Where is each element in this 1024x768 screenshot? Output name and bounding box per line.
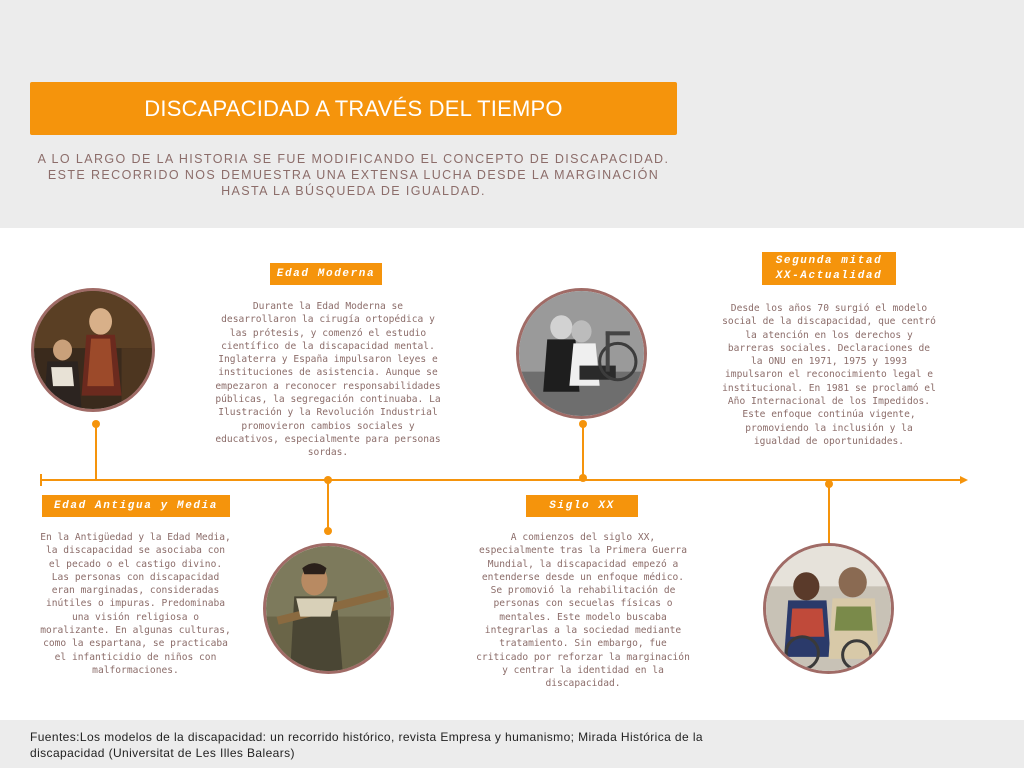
- period-label-line2: XX-Actualidad: [775, 269, 883, 282]
- page-subtitle: A LO LARGO DE LA HISTORIA SE FUE MODIFICANDO EL CONCEPTO DE DISCAPACIDAD. ESTE RECORRIDO NOS DEMUESTRA UNA EXTENSA LUCHA DESDE LA MARGINACIÓN HASTA LA BÚSQUEDA DE IGUALDAD.: [37, 152, 670, 198]
- connector-edad-moderna: [327, 480, 329, 534]
- photo-siglo-xx: [516, 288, 647, 419]
- period-label-text: Siglo XX: [549, 499, 615, 512]
- period-label-edad-moderna: [270, 263, 382, 285]
- painting-prince-with-dwarf: [34, 291, 152, 409]
- period-label-segunda-mitad: [762, 252, 896, 285]
- painting-boy-with-stick: [266, 546, 391, 671]
- connector-dot-bottom-edad-moderna: [324, 527, 332, 535]
- period-label-line1: Segunda mitad: [775, 254, 883, 267]
- period-label-text: Edad Antigua y Media: [53, 499, 219, 512]
- period-text-edad-antigua: En la Antigüedad y la Edad Media, la discapacidad se asociaba con el pecado o el castigo divino. Las personas con discapacidad eran marginadas, consideradas inútiles o impuras. Predominaba una visión religiosa o moralizante. En algunas culturas, como la espartana, se practicaba el infanticidio de niños con malformaciones.: [40, 532, 231, 676]
- connector-dot-siglo-xx: [579, 474, 587, 482]
- photo-segunda-mitad: [763, 543, 894, 674]
- connector-edad-antigua: [95, 423, 97, 479]
- photo-edad-antigua: [31, 288, 155, 412]
- period-text-edad-moderna: Durante la Edad Moderna se desarrollaron la cirugía ortopédica y las prótesis, y comenzó el estudio científico de la discapacidad mental. Inglaterra y España impulsaron leyes e instituciones de asistencia. Aunque se empezaron a reconocer responsabilidades públicas, la segregación continuaba. La Ilustración y la Revolución Industrial promovieron cambios sociales y educativos, especialmente para personas sordas.: [215, 301, 441, 459]
- photo-wheelchair-workshop: [519, 291, 644, 416]
- period-text-segunda-mitad: Desde los años 70 surgió el modelo social de la discapacidad, que centró la atención en los derechos y barreras sociales. Declaraciones de la ONU en 1971, 1975 y 1993 impulsaron el reconocimiento legal e institucional. En 1981 se proclamó el Año Internacional de los Impedidos. Este enfoque continúa vigente, promoviendo la inclusión y la igualdad de oportunidades.: [722, 303, 936, 447]
- period-label-edad-antigua: [42, 495, 230, 517]
- footer-sources: Fuentes:Los modelos de la discapacidad: un recorrido histórico, revista Empresa y humanismo; Mirada Histórica de la discapacidad (Universitat de Les Illes Balears): [30, 730, 703, 760]
- period-label-siglo-xx: [526, 495, 638, 517]
- connector-segunda-mitad: [828, 484, 830, 544]
- connector-siglo-xx: [582, 423, 584, 479]
- page-title: DISCAPACIDAD A TRAVÉS DEL TIEMPO: [144, 95, 563, 121]
- title-bar: [30, 82, 677, 135]
- timeline-arrow-icon: [960, 476, 968, 484]
- connector-dot-top-edad-antigua: [92, 420, 100, 428]
- period-label-text: Edad Moderna: [276, 267, 376, 280]
- photo-edad-moderna: [263, 543, 394, 674]
- photo-wheelchair-users: [766, 546, 891, 671]
- period-text-siglo-xx: A comienzos del siglo XX, especialmente tras la Primera Guerra Mundial, la discapacidad empezó a entenderse desde un enfoque médico. Se promovió la rehabilitación de personas con secuelas físicas o mentales. Este modelo buscaba integrarlas a la sociedad mediante tratamiento. Sin embargo, fue criticado por reforzar la marginación y centrar la identidad en la discapacidad.: [476, 532, 690, 690]
